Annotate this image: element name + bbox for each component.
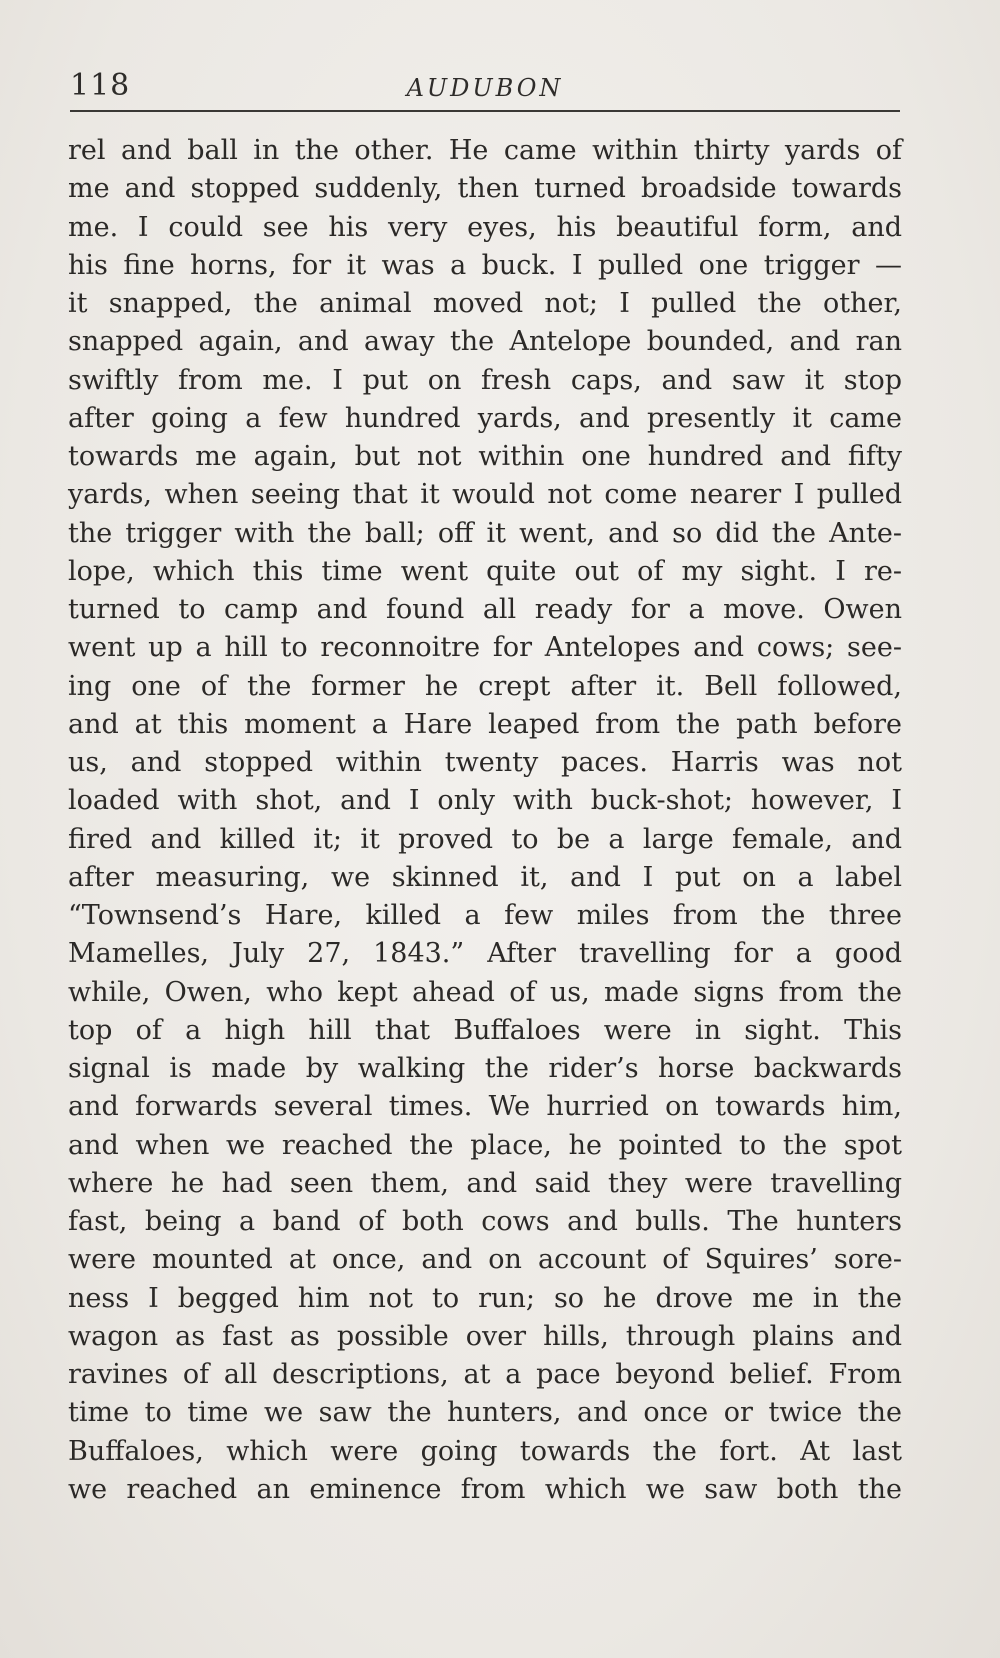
text-line: his fine horns, for it was a buck. I pulled one trigger —	[68, 249, 902, 281]
text-line: turned to camp and found all ready for a move. Owen	[68, 594, 902, 625]
text-line: snapped again, and away the Antelope bounded, and ran	[68, 326, 902, 358]
text-line: the trigger with the ball; off it went, and so did the Ante-	[68, 517, 902, 549]
text-line: me. I could see his very eyes, his beautiful form, and	[68, 211, 902, 243]
text-line: fired and killed it; it proved to be a large female, and	[68, 823, 902, 855]
text-line: Mamelles, July 27, 1843.” After travelling for a good	[68, 938, 902, 970]
text-line: after measuring, we skinned it, and I put on a label	[68, 861, 902, 893]
text-line: us, and stopped within twenty paces. Harris was not	[68, 747, 902, 778]
text-line: and forwards several times. We hurried on towards him,	[68, 1091, 902, 1123]
text-line: and at this moment a Hare leaped from the path before	[68, 708, 902, 740]
text-line: towards me again, but not within one hundred and fifty	[68, 441, 902, 472]
text-line: rel and ball in the other. He came within thirty yards of	[68, 135, 902, 166]
text-line: “Townsend’s Hare, killed a few miles from the three	[68, 900, 902, 931]
text-line: time to time we saw the hunters, and once or twice the	[68, 1397, 902, 1429]
text-line: we reached an eminence from which we saw both the	[68, 1473, 902, 1505]
running-title: AUDUBON	[406, 74, 564, 102]
text-line: fast, being a band of both cows and bulls. The hunters	[68, 1206, 902, 1237]
text-line: Buffaloes, which were going towards the fort. At last	[68, 1435, 902, 1467]
text-line: went up a hill to reconnoitre for Antelopes and cows; see-	[68, 632, 902, 664]
text-line: top of a high hill that Buffaloes were in sight. This	[68, 1014, 902, 1046]
text-line: ness I begged him not to run; so he drove me in the	[68, 1282, 902, 1314]
text-line: lope, which this time went quite out of my sight. I re-	[68, 555, 902, 587]
text-line: ing one of the former he crept after it. Bell followed,	[68, 670, 902, 702]
body-text	[68, 132, 902, 1509]
page-number: 118	[70, 68, 131, 103]
text-line: ravines of all descriptions, at a pace beyond belief. From	[68, 1359, 902, 1390]
text-line: and when we reached the place, he pointed to the spot	[68, 1129, 902, 1161]
text-line: while, Owen, who kept ahead of us, made signs from the	[68, 976, 902, 1008]
text-line: yards, when seeing that it would not come nearer I pulled	[68, 479, 902, 511]
text-line: me and stopped suddenly, then turned broadside towards	[68, 173, 902, 205]
text-line: swiftly from me. I put on fresh caps, and saw it stop	[68, 364, 902, 396]
text-line: wagon as fast as possible over hills, through plains and	[68, 1320, 902, 1352]
text-line: where he had seen them, and said they were travelling	[68, 1167, 902, 1199]
text-line: loaded with shot, and I only with buck-shot; however, I	[68, 785, 902, 817]
running-head	[70, 62, 900, 112]
text-line: it snapped, the animal moved not; I pulled the other,	[68, 288, 902, 319]
text-line: signal is made by walking the rider’s horse backwards	[68, 1053, 902, 1084]
text-line: after going a few hundred yards, and presently it came	[68, 402, 902, 434]
text-line: were mounted at once, and on account of Squires’ sore-	[68, 1244, 902, 1276]
